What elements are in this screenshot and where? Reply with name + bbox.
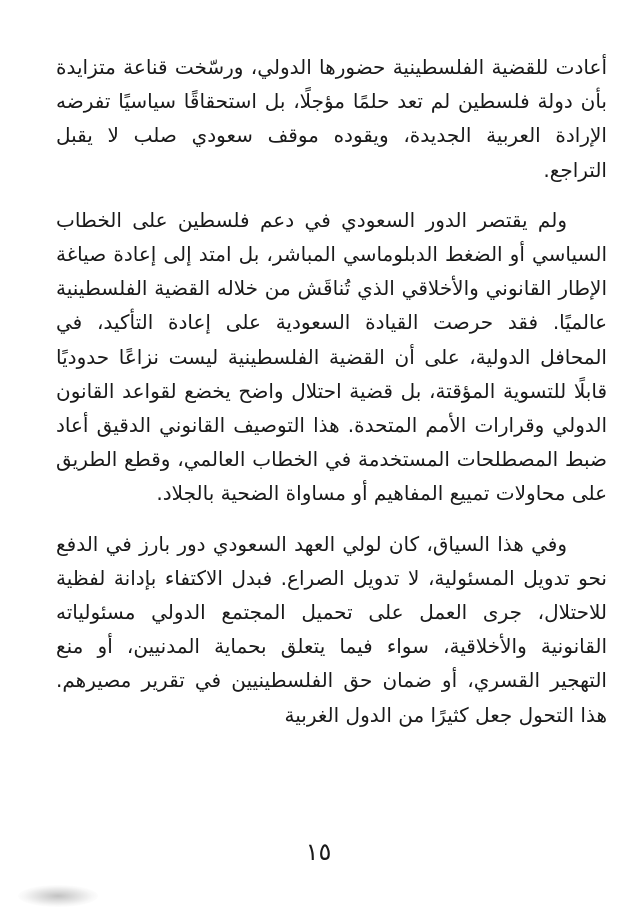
page-corner-shadow — [18, 885, 98, 907]
body-text — [56, 50, 607, 732]
paragraph-2: ولم يقتصر الدور السعودي في دعم فلسطين على الخطاب السياسي أو الضغط الدبلوماسي المباشر، بل امتد إلى إعادة صياغة الإطار القانوني والأخلاقي الذي تُناقَش من خلاله القضية الفلسطينية عالميًا. فقد حرصت القيادة السعودية على إعادة التأكيد، في المحافل الدولية، على أن القضية الفلسطينية ليست نزاعًا حدوديًا قابلًا للتسوية المؤقتة، بل قضية احتلال واضح يخضع لقواعد القانون الدولي وقرارات الأمم المتحدة. هذا التوصيف القانوني الدقيق أعاد ضبط المصطلحات المستخدمة في الخطاب العالمي، وقطع الطريق على محاولات تمييع المفاهيم أو مساواة الضحية بالجلاد. — [56, 207, 607, 506]
paragraph-spacer — [56, 187, 607, 203]
paragraph-spacer — [56, 511, 607, 527]
paragraph-3: وفي هذا السياق، كان لولي العهد السعودي دور بارز في الدفع نحو تدويل المسئولية، لا تدويل الصراع. فبدل الاكتفاء بإدانة لفظية للاحتلال، جرى العمل على تحميل المجتمع الدولي مسئولياته القانونية والأخلاقية، سواء فيما يتعلق بحماية المدنيين، أو منع التهجير القسري، أو ضمان حق الفلسطينيين في تقرير مصيرهم. هذا التحول جعل كثيرًا من الدول الغربية — [56, 531, 607, 727]
page-number: ١٥ — [305, 838, 332, 866]
paragraph-1: أعادت للقضية الفلسطينية حضورها الدولي، ورسّخت قناعة متزايدة بأن دولة فلسطين لم تعد حلمًا مؤجلًا، بل استحقاقًا سياسيًا تفرضه الإرادة العربية الجديدة، ويقوده موقف سعودي صلب لا يقبل التراجع. — [56, 55, 607, 182]
